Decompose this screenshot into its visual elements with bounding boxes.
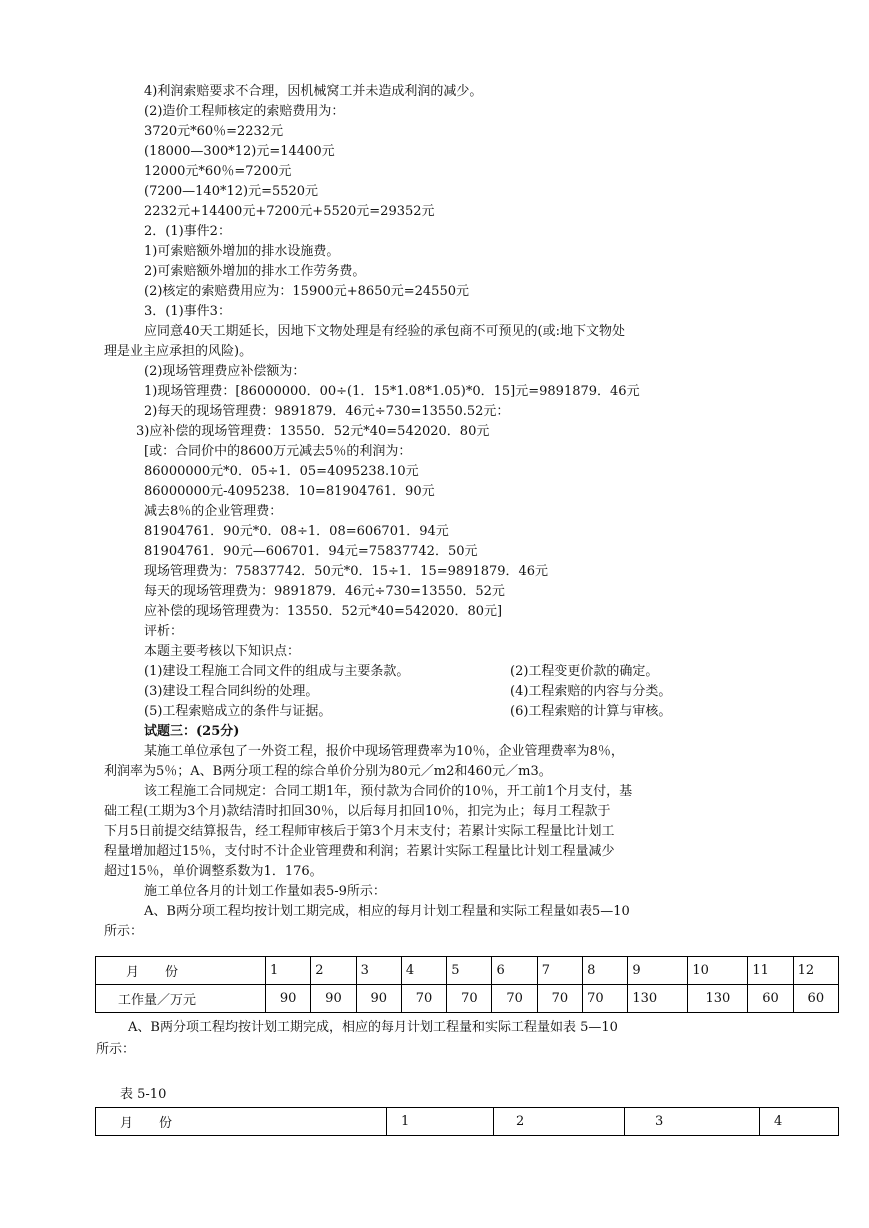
table-cell: 2: [311, 957, 356, 985]
table-cell: 60: [748, 985, 793, 1013]
text-line: (7200—140*12)元=5520元: [144, 184, 319, 199]
table-cell: 8: [583, 957, 628, 985]
section-title: 试题三：(25分): [144, 724, 240, 739]
table-header-cell: 月 份: [96, 1108, 387, 1136]
text-line: 2)每天的现场管理费：9891879．46元÷730=13550.52元：: [144, 404, 510, 419]
paragraph-line: 程量增加超过15％，支付时不计企业管理费和利润；若累计实际工程量比计划工程量减少: [104, 844, 615, 859]
text-line: 86000000元*0．05÷1．05=4095238.10元: [144, 464, 419, 479]
table-cell: 60: [793, 985, 838, 1013]
table-cell: 70: [447, 985, 492, 1013]
text-line: 1)现场管理费：[86000000．00÷(1．15*1.08*1.05)*0．15]元=9891879．46元: [144, 384, 640, 399]
table-cell: 11: [748, 957, 793, 985]
text-line: 评析：: [144, 624, 184, 639]
table-row: [96, 985, 839, 1013]
text-line: 本题主要考核以下知识点：: [144, 644, 301, 659]
table-cell: 1: [387, 1108, 494, 1136]
paragraph-line: 础工程(工期为3个月)款结清时扣回30％，以后每月扣回10％，扣完为止；每月工程款于: [104, 804, 611, 819]
workload-table: [95, 956, 839, 1013]
quantity-table: [95, 1107, 839, 1136]
text-line: 应补偿的现场管理费为：13550．52元*40=542020．80元]: [144, 604, 503, 619]
table-cell: 70: [537, 985, 582, 1013]
table-cell: 90: [311, 985, 356, 1013]
table-cell: 90: [356, 985, 401, 1013]
text-line: 2)可索赔额外增加的排水工作劳务费。: [144, 264, 366, 279]
table-cell: 9: [628, 957, 688, 985]
table-header-cell: 月 份: [96, 957, 266, 985]
knowledge-point: (6)工程索赔的计算与审核。: [510, 704, 672, 719]
knowledge-point: (2)工程变更价款的确定。: [510, 664, 659, 679]
table-cell: 4: [760, 1108, 839, 1136]
table-cell: 5: [447, 957, 492, 985]
text-line: 3．(1)事件3：: [144, 304, 231, 319]
text-line: 81904761．90元—606701．94元=75837742．50元: [144, 544, 478, 559]
text-line: 12000元*60％=7200元: [144, 164, 292, 179]
knowledge-point: (1)建设工程施工合同文件的组成与主要条款。: [144, 664, 410, 679]
text-line: (2)核定的索赔费用应为：15900元+8650元=24550元: [144, 284, 469, 299]
table-cell: 2: [494, 1108, 625, 1136]
table-row: [96, 1108, 839, 1136]
table-cell: 12: [793, 957, 838, 985]
text-line: 86000000元-4095238．10=81904761．90元: [144, 484, 435, 499]
table-cell: 130: [688, 985, 748, 1013]
paragraph-line: 某施工单位承包了一外资工程，报价中现场管理费率为10％，企业管理费率为8％，: [144, 744, 624, 759]
paragraph-line: 所示：: [104, 924, 144, 939]
paragraph-line: 该工程施工合同规定：合同工期1年，预付款为合同价的10％，开工前1个月支付，基: [144, 784, 633, 799]
paragraph-line: 利润率为5％；A、B两分项工程的综合单价分别为80元／m2和460元／m3。: [104, 764, 552, 779]
table-cell: 1: [266, 957, 311, 985]
paragraph-line: A、B两分项工程均按计划工期完成，相应的每月计划工程量和实际工程量如表 5—10: [128, 1020, 618, 1035]
text-line: 3)应补偿的现场管理费：13550．52元*40=542020．80元: [136, 424, 490, 439]
table-cell: 3: [625, 1108, 760, 1136]
table-header-cell: 工作量／万元: [96, 985, 266, 1013]
text-line: 4)利润索赔要求不合理，因机械窝工并未造成利润的减少。: [144, 84, 483, 99]
text-line: 81904761．90元*0．08÷1．08=606701．94元: [144, 524, 449, 539]
text-line: 2232元+14400元+7200元+5520元=29352元: [144, 204, 435, 219]
text-line: 3720元*60％=2232元: [144, 124, 284, 139]
text-line: (2)造价工程师核定的索赔费用为：: [144, 104, 345, 119]
table-cell: 70: [401, 985, 446, 1013]
knowledge-point: (3)建设工程合同纠纷的处理。: [144, 684, 319, 699]
table-cell: 130: [628, 985, 688, 1013]
text-line: 减去8％的企业管理费：: [144, 504, 283, 519]
knowledge-point: (5)工程索赔成立的条件与证据。: [144, 704, 332, 719]
table-cell: 6: [492, 957, 537, 985]
table-cell: 70: [583, 985, 628, 1013]
text-line: 现场管理费为：75837742．50元*0．15÷1．15=9891879．46元: [144, 564, 549, 579]
text-line: 应同意40天工期延长，因地下文物处理是有经验的承包商不可预见的(或:地下文物处: [144, 324, 625, 339]
knowledge-point: (4)工程索赔的内容与分类。: [510, 684, 672, 699]
paragraph-line: 施工单位各月的计划工作量如表5-9所示：: [144, 884, 386, 899]
text-line: 1)可索赔额外增加的排水设施费。: [144, 244, 340, 259]
paragraph-line: 下月5日前提交结算报告，经工程师审核后于第3个月末支付；若累计实际工程量比计划工: [104, 824, 615, 839]
text-line: [或：合同价中的8600万元减去5％的利润为：: [144, 444, 412, 459]
table-cell: 7: [537, 957, 582, 985]
paragraph-line: 超过15％，单价调整系数为1．176。: [104, 864, 323, 879]
text-line: 每天的现场管理费为：9891879．46元÷730=13550．52元: [144, 584, 505, 599]
paragraph-line: 所示：: [96, 1042, 136, 1057]
text-line: (18000—300*12)元=14400元: [144, 144, 335, 159]
table-cell: 10: [688, 957, 748, 985]
text-line: 2．(1)事件2：: [144, 224, 231, 239]
table-caption: 表 5-10: [120, 1087, 167, 1102]
paragraph-line: A、B两分项工程均按计划工期完成，相应的每月计划工程量和实际工程量如表5—10: [144, 904, 630, 919]
table-cell: 90: [266, 985, 311, 1013]
table-row: [96, 957, 839, 985]
table-cell: 4: [401, 957, 446, 985]
text-line: (2)现场管理费应补偿额为：: [144, 364, 306, 379]
text-line: 理是业主应承担的风险)。: [104, 344, 253, 359]
table-cell: 70: [492, 985, 537, 1013]
table-cell: 3: [356, 957, 401, 985]
